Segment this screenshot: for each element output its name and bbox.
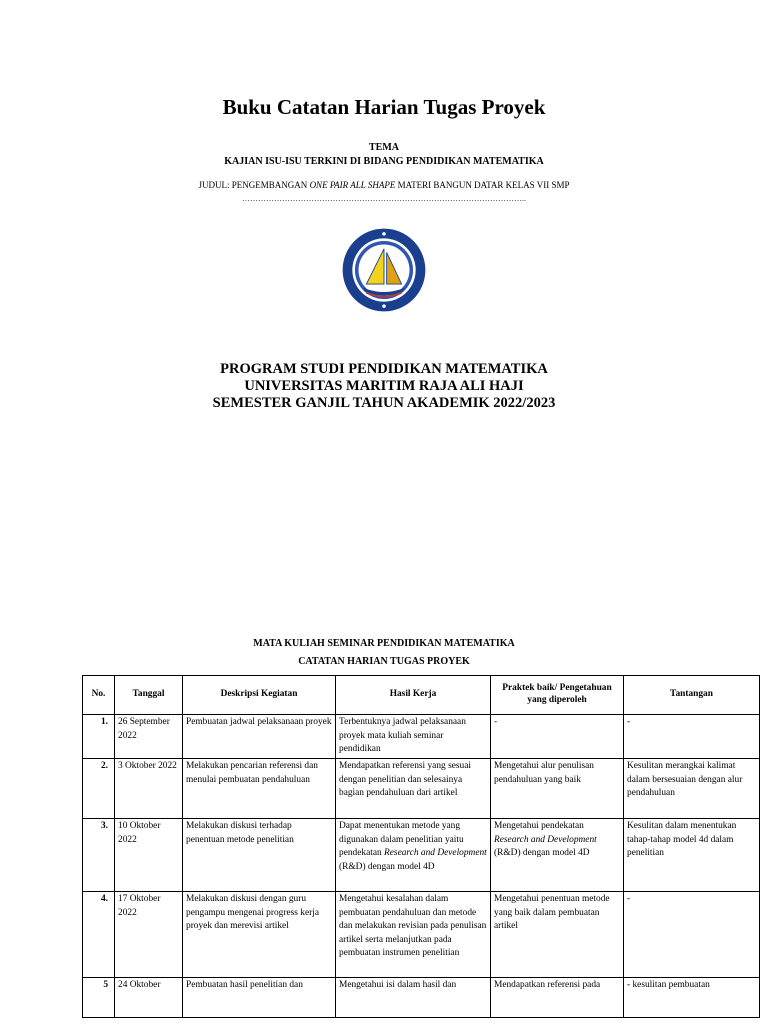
- cell-hasil: Mendapatkan referensi yang sesuai dengan penelitian dan selesainya bagian pendahuluan dari artikel: [336, 758, 491, 818]
- judul-line: [0, 180, 768, 190]
- table-header-row: [83, 676, 760, 715]
- table-row: [83, 758, 760, 818]
- cell-hasil: [336, 818, 491, 891]
- header-deskripsi: Deskripsi Kegiatan: [183, 676, 336, 715]
- tema-label: TEMA: [369, 142, 399, 153]
- cell-praktek: -: [491, 715, 624, 759]
- header-tantangan: Tantangan: [624, 676, 760, 715]
- tema-text: KAJIAN ISU-ISU TERKINI DI BIDANG PENDIDIKAN MATEMATIKA: [224, 156, 544, 167]
- cell-praktek-italic: Research and Development: [494, 834, 597, 845]
- cell-deskripsi: Melakukan diskusi dengan guru pengampu mengenai progress kerja proyek dan merevisi artikel: [183, 891, 336, 977]
- cell-no: 3.: [83, 818, 115, 891]
- cell-deskripsi: Melakukan diskusi terhadap penentuan metode penelitian: [183, 818, 336, 891]
- cell-tantangan: - kesulitan pembuatan: [624, 977, 760, 1017]
- cell-tantangan: -: [624, 715, 760, 759]
- judul-prefix: JUDUL: PENGEMBANGAN: [198, 180, 310, 190]
- cell-no: 4.: [83, 891, 115, 977]
- table-row: [83, 818, 760, 891]
- cell-hasil: Terbentuknya jadwal pelaksanaan proyek mata kuliah seminar pendidikan: [336, 715, 491, 759]
- judul-italic: ONE PAIR ALL SHAPE: [309, 180, 396, 190]
- cell-tanggal: 17 Oktober 2022: [115, 891, 183, 977]
- cell-praktek: Mendapatkan referensi pada: [491, 977, 624, 1017]
- university-name: UNIVERSITAS MARITIM RAJA ALI HAJI: [244, 378, 524, 394]
- cell-tanggal: 24 Oktober: [115, 977, 183, 1017]
- header-tanggal: Tanggal: [115, 676, 183, 715]
- cell-tantangan: Kesulitan merangkai kalimat dalam bersesuaian dengan alur pendahuluan: [624, 758, 760, 818]
- cell-hasil: Mengetahui isi dalam hasil dan: [336, 977, 491, 1017]
- cell-hasil-part: Dapat menentukan metode yang digunakan dalam penelitian yaitu pendekatan: [339, 820, 464, 859]
- table-row: [83, 715, 760, 759]
- cell-tantangan: Kesulitan dalam menentukan tahap-tahap model 4d dalam penelitian: [624, 818, 760, 891]
- cell-praktek: [491, 818, 624, 891]
- judul-suffix: MATERI BANGUN DATAR KELAS VII SMP: [395, 180, 570, 190]
- cell-deskripsi: Melakukan pencarian referensi dan menulai pembuatan pendahuluan: [183, 758, 336, 818]
- cell-hasil: Mengetahui kesalahan dalam pembuatan pendahuluan dan metode dan melakukan revisian pada penulisan artikel serta melanjutkan pada pembuatan instrumen penelitian: [336, 891, 491, 977]
- judul-dots: ……………………………………………………………………………………………..: [242, 194, 526, 203]
- cell-no: 5: [83, 977, 115, 1017]
- university-logo-icon: [340, 226, 428, 314]
- cell-tanggal: 3 Oktober 2022: [115, 758, 183, 818]
- table-row: [83, 891, 760, 977]
- cell-no: 1.: [83, 715, 115, 759]
- document-title: Buku Catatan Harian Tugas Proyek: [222, 95, 546, 119]
- header-praktek: Praktek baik/ Pengetahuan yang diperoleh: [491, 676, 624, 715]
- cell-deskripsi: Pembuatan hasil penelitian dan: [183, 977, 336, 1017]
- cell-tantangan: -: [624, 891, 760, 977]
- header-no: No.: [83, 676, 115, 715]
- cell-hasil-italic: Research and Development: [384, 848, 487, 859]
- semester-label: SEMESTER GANJIL TAHUN AKADEMIK 2022/2023: [212, 395, 556, 411]
- course-name: MATA KULIAH SEMINAR PENDIDIKAN MATEMATIKA: [253, 638, 515, 649]
- table-row: [83, 977, 760, 1017]
- header-hasil: Hasil Kerja: [336, 676, 491, 715]
- project-log-table: [82, 675, 760, 1018]
- cell-praktek-part: Mengetahui pendekatan: [494, 820, 584, 831]
- cell-tanggal: 10 Oktober 2022: [115, 818, 183, 891]
- cell-praktek: Mengetahui penentuan metode yang baik dalam pembuatan artikel: [491, 891, 624, 977]
- cell-hasil-part: (R&D) dengan model 4D: [339, 861, 435, 872]
- table-title: CATATAN HARIAN TUGAS PROYEK: [298, 656, 470, 667]
- cell-no: 2.: [83, 758, 115, 818]
- cell-praktek-part: (R&D) dengan model 4D: [494, 848, 590, 859]
- cell-tanggal: 26 September 2022: [115, 715, 183, 759]
- program-name: PROGRAM STUDI PENDIDIKAN MATEMATIKA: [220, 361, 548, 377]
- cell-praktek: Mengetahui alur penulisan pendahuluan yang baik: [491, 758, 624, 818]
- cell-deskripsi: Pembuatan jadwal pelaksanaan proyek: [183, 715, 336, 759]
